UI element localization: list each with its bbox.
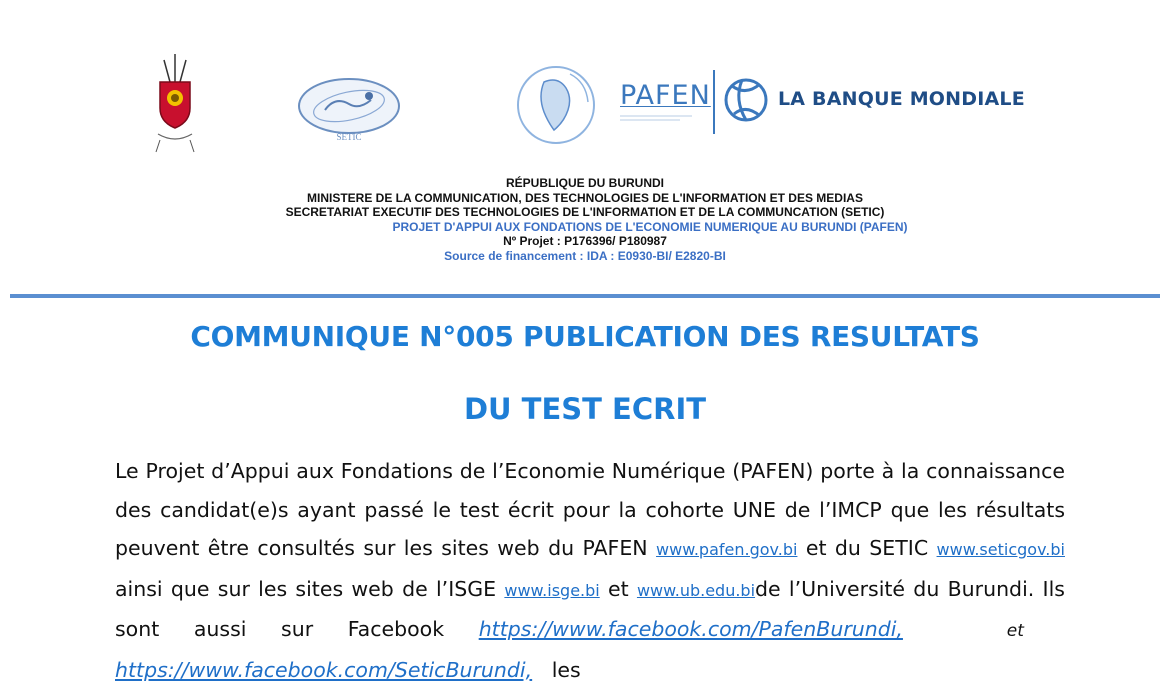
svg-text:SETIC: SETIC <box>336 132 362 142</box>
body-text-et: et <box>1006 621 1024 641</box>
pafen-logo-icon <box>510 60 610 150</box>
project-line: PROJET D'APPUI AUX FONDATIONS DE L'ECONOMIE NUMERIQUE AU BURUNDI (PAFEN) <box>392 219 908 234</box>
setic-facebook-link[interactable]: https://www.facebook.com/SeticBurundi, <box>115 657 533 682</box>
body-intro-text: Le Projet d’Appui aux Fondations de l’Economie Numérique (PAFEN) porte à la connaissance des candidat(e)s ayant passé le test écrit pour la cohorte UNE de l’IMCP que les résultats peuvent être consultés sur les sites web du PAFEN <box>115 459 1065 560</box>
body-text-les: les <box>551 657 581 682</box>
logo-separator <box>713 70 715 134</box>
isge-website-link[interactable]: www.isge.bi <box>504 580 600 600</box>
body-text-setic: et du SETIC <box>805 536 929 560</box>
project-number-line: Nº Projet : P176396/ P180987 <box>503 234 667 248</box>
ub-website-link[interactable]: www.ub.edu.bi <box>636 580 756 600</box>
pafen-facebook-link[interactable]: https://www.facebook.com/PafenBurundi, <box>478 617 903 641</box>
pafen-website-link[interactable]: www.pafen.gov.bi <box>656 540 798 559</box>
secretariat-line: SECRETARIAT EXECUTIF DES TECHNOLOGIES DE L'INFORMATION ET DE LA COMMUNCATION (SETIC) <box>285 205 885 219</box>
body-text-isge: ainsi que sur les sites web de l’ISGE <box>115 576 497 601</box>
pafen-tagline-lines <box>620 114 692 122</box>
communique-body <box>115 452 1065 689</box>
world-bank-globe-icon <box>722 70 770 132</box>
logo-bar <box>0 0 1170 170</box>
body-text-and: et <box>608 576 629 601</box>
header-divider <box>10 294 1160 298</box>
letterhead <box>0 176 1170 263</box>
world-bank-wordmark: LA BANQUE MONDIALE <box>778 88 1025 110</box>
funding-source-line: Source de financement : IDA : E0930-BI/ E2820-BI <box>444 248 726 263</box>
body-text-university: de l’Université du Burundi. Ils sont aussi sur Facebook <box>115 576 1065 641</box>
country-line: RÉPUBLIQUE DU BURUNDI <box>505 176 664 190</box>
pafen-wordmark: PAFEN <box>620 80 711 111</box>
setic-logo-icon <box>295 74 403 144</box>
ministry-line: MINISTERE DE LA COMMUNICATION, DES TECHNOLOGIES DE L'INFORMATION ET DES MEDIAS <box>307 190 863 205</box>
burundi-coat-of-arms-icon <box>150 52 200 157</box>
communique-title: COMMUNIQUE N°005 PUBLICATION DES RESULTATS <box>190 320 980 353</box>
communique-subtitle: DU TEST ECRIT <box>463 392 707 426</box>
setic-website-link[interactable]: www.seticgov.bi <box>936 540 1065 559</box>
